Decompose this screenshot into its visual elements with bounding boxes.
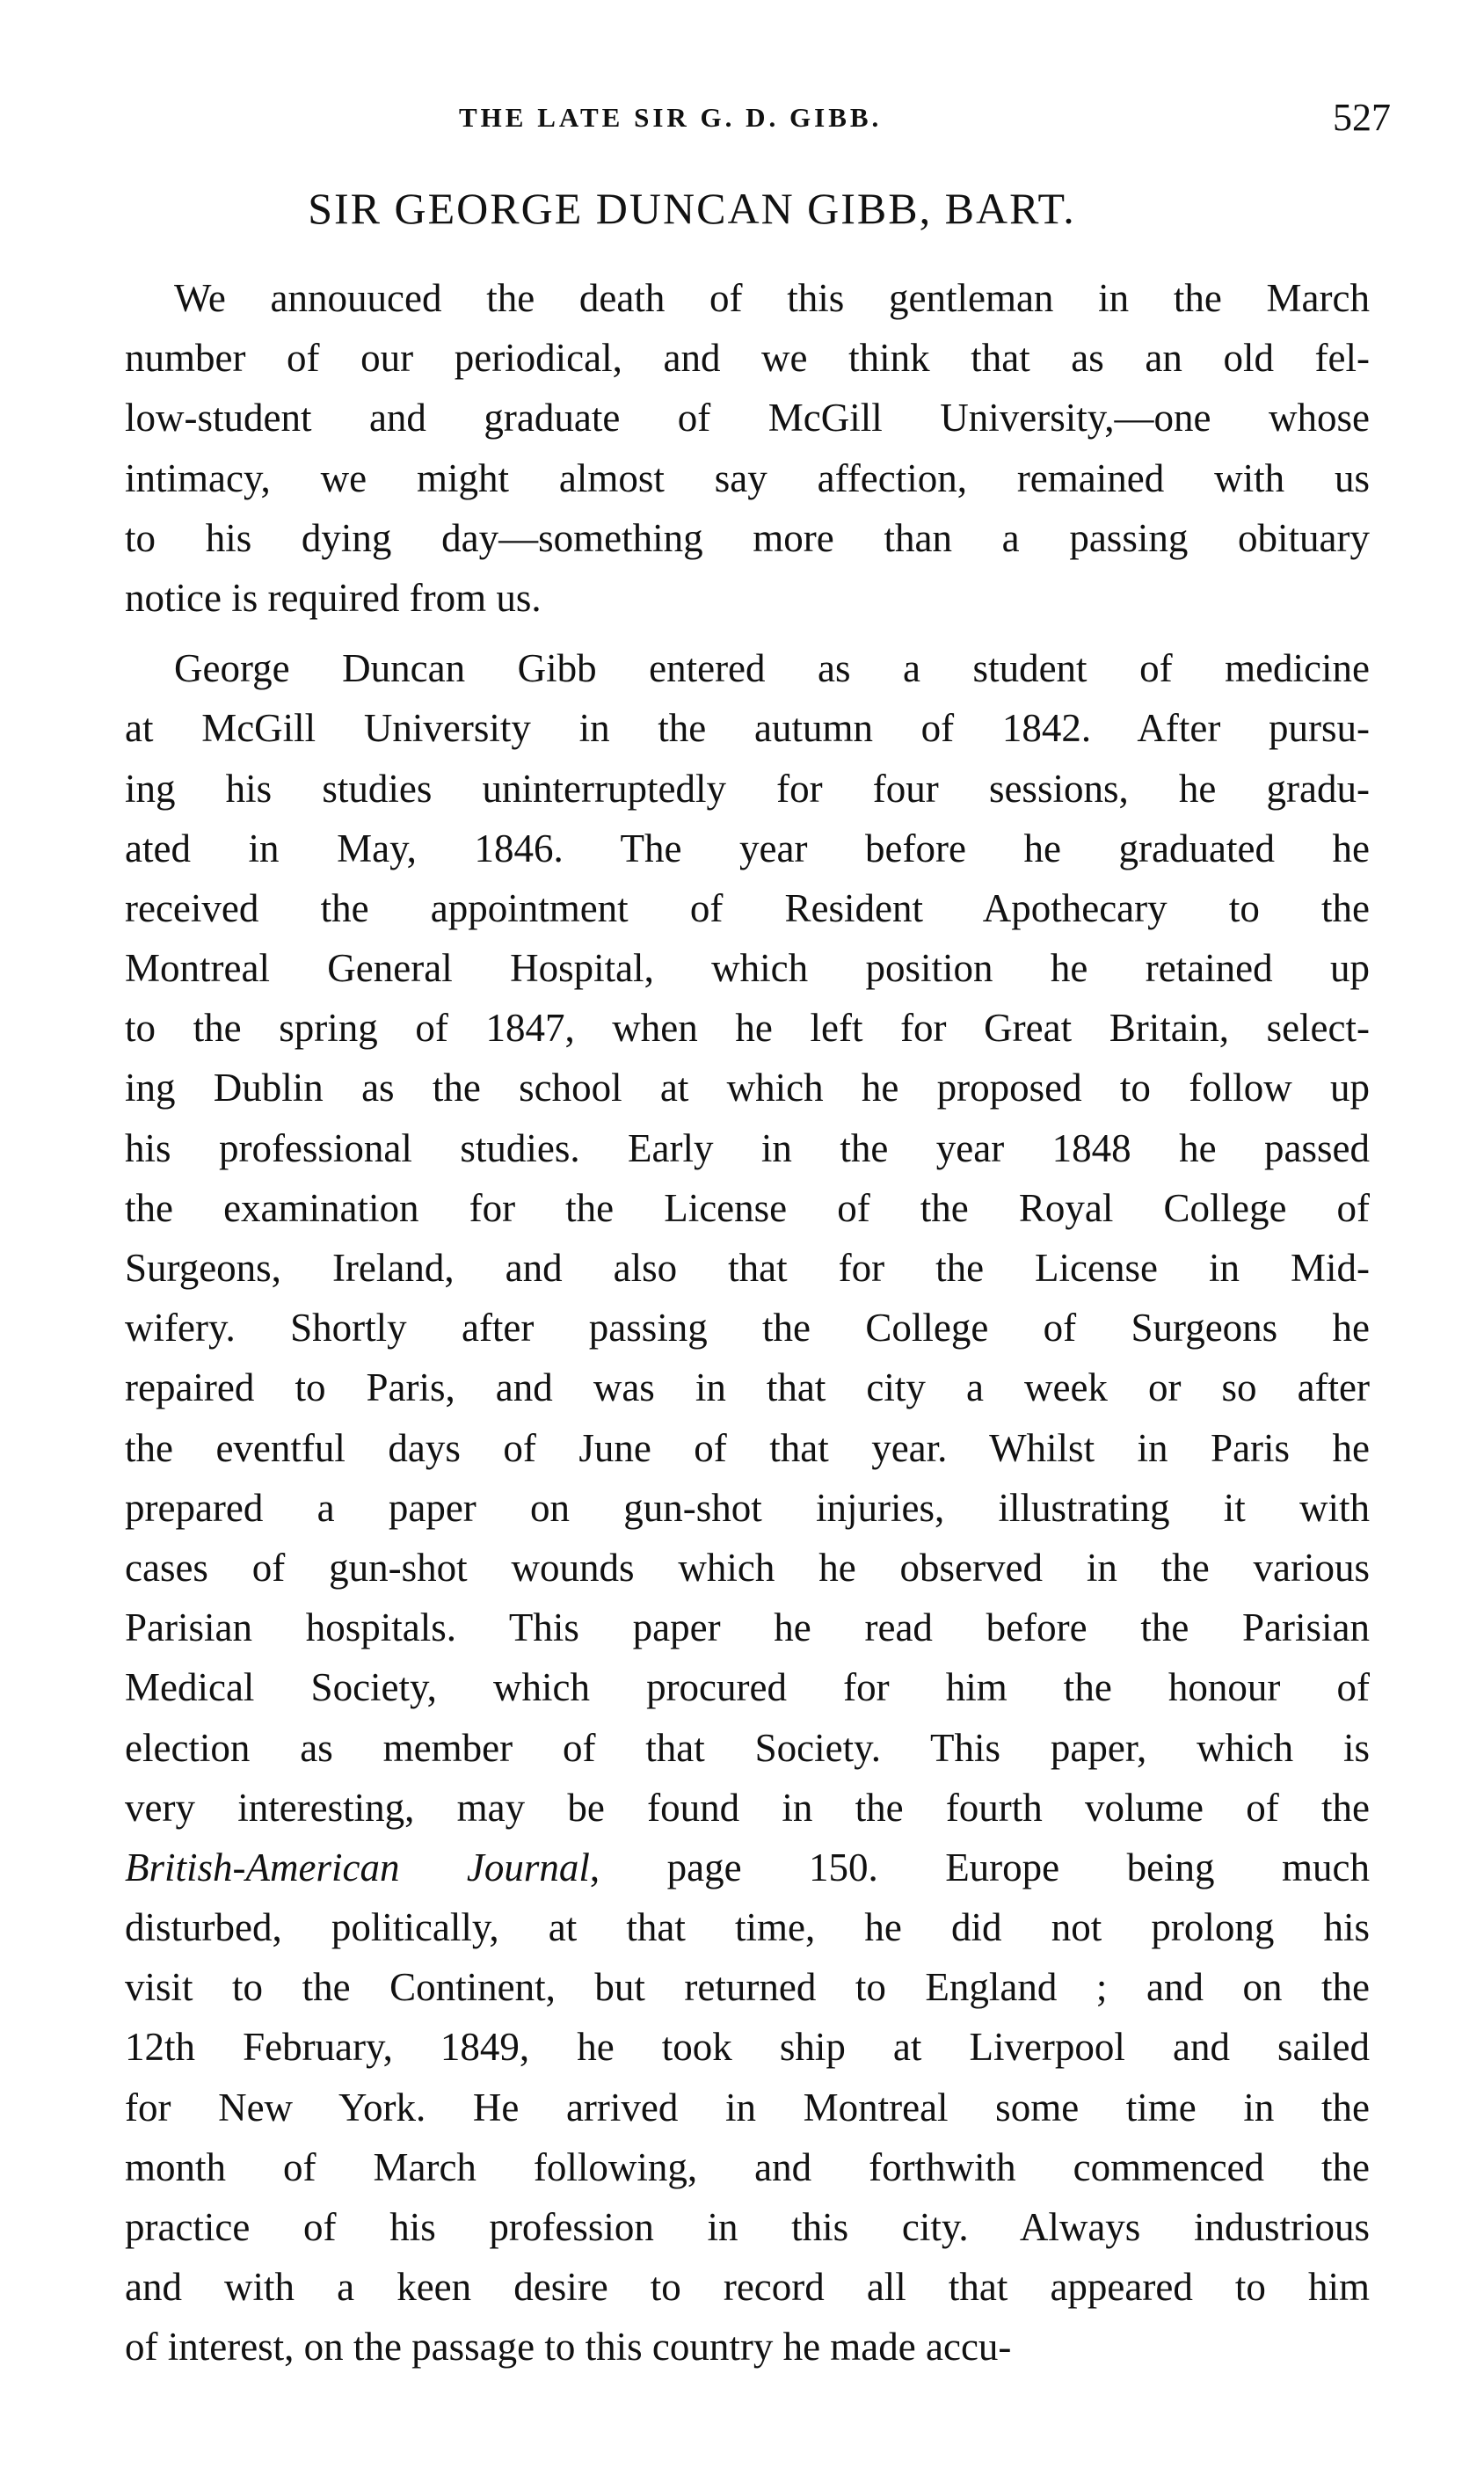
paragraph-break (125, 628, 1370, 638)
text-line: cases of gun-shot wounds which he observed in the various (125, 1545, 1370, 1590)
text-line: very interesting, may be found in the fourth volume of the (125, 1785, 1370, 1830)
paragraph (125, 268, 1370, 628)
text-line: 12th February, 1849, he took ship at Liverpool and sailed (125, 2025, 1370, 2070)
text-line: received the appointment of Resident Apothecary to the (125, 885, 1370, 930)
journal-title: British-American Journal (125, 1845, 590, 1889)
text-line: Medical Society, which procured for him the honour of (125, 1665, 1370, 1710)
text-line: month of March following, and forthwith commenced the (125, 2144, 1370, 2189)
paragraph (125, 638, 1370, 2377)
text-line: ing his studies uninterruptedly for four sessions, he gradu- (125, 766, 1370, 811)
text-line: low-student and graduate of McGill University,—one whose (125, 396, 1370, 440)
text-line: at McGill University in the autumn of 1842. After pursu- (125, 706, 1370, 751)
text-line: ing Dublin as the school at which he proposed to follow up (125, 1066, 1370, 1110)
text-line: Parisian hospitals. This paper he read before the Parisian (125, 1605, 1370, 1650)
running-title: THE LATE SIR G. D. GIBB. (459, 102, 883, 133)
text-line: election as member of that Society. This paper, which is (125, 1725, 1370, 1770)
text-line: disturbed, politically, at that time, he did not prolong his (125, 1905, 1370, 1950)
text-line: his professional studies. Early in the year 1848 he passed (125, 1125, 1370, 1170)
text-line: to his dying day—something more than a passing obituary (125, 515, 1370, 560)
article-body (125, 268, 1370, 2377)
text-line: George Duncan Gibb entered as a student of medicine (174, 646, 1370, 691)
article-title-text: SIR GEORGE DUNCAN GIBB, BART. (308, 184, 1076, 233)
text-line: repaired to Paris, and was in that city a week or so after (125, 1365, 1370, 1410)
page-number: 527 (1333, 96, 1391, 139)
text-line: Montreal General Hospital, which position he retained up (125, 946, 1370, 991)
text-line: Surgeons, Ireland, and also that for the License in Mid- (125, 1246, 1370, 1290)
text-line: British-American Journal, page 150. Europe being much (125, 1845, 1370, 1889)
text-line: the eventful days of June of that year. Whilst in Paris he (125, 1425, 1370, 1470)
article-title (125, 183, 1400, 234)
text-line: practice of his profession in this city. Always industrious (125, 2205, 1370, 2249)
text-line: notice is required from us. (125, 575, 542, 620)
text-line: number of our periodical, and we think that as an old fel- (125, 336, 1370, 381)
text-line: We annouuced the death of this gentleman in the March (174, 276, 1370, 320)
running-head (125, 95, 1400, 148)
text-line: wifery. Shortly after passing the College of Surgeons he (125, 1306, 1370, 1350)
text-line: ated in May, 1846. The year before he graduated he (125, 826, 1370, 870)
text-line: to the spring of 1847, when he left for Great Britain, select- (125, 1006, 1370, 1051)
text-line: visit to the Continent, but returned to England ; and on the (125, 1965, 1370, 2010)
text-line: intimacy, we might almost say affection, remained with us (125, 455, 1370, 500)
text-line: the examination for the License of the Royal College of (125, 1185, 1370, 1230)
text-line: prepared a paper on gun-shot injuries, illustrating it with (125, 1485, 1370, 1530)
text-line: of interest, on the passage to this country he made accu- (125, 2325, 1012, 2370)
text-line: and with a keen desire to record all that appeared to him (125, 2265, 1370, 2310)
text-line: for New York. He arrived in Montreal some time in the (125, 2085, 1370, 2129)
paragraph-container (125, 268, 1370, 2377)
